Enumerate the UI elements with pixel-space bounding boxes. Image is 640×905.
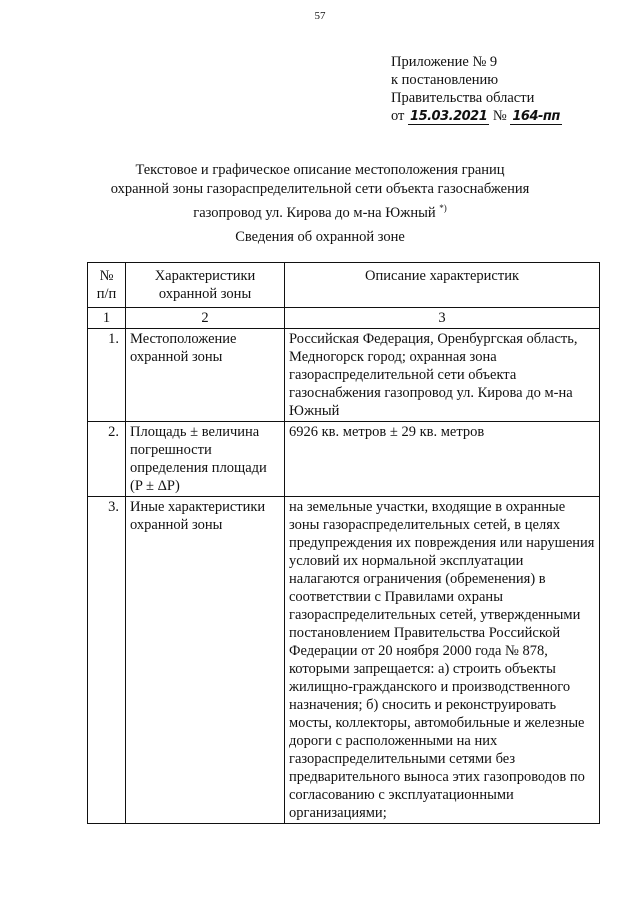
row-characteristic: Площадь ± величина погрешности определения площади (P ± ΔP)	[126, 422, 285, 497]
row-characteristic: Местоположение охранной зоны	[126, 329, 285, 422]
title-line-2: охранной зоны газораспределительной сети объекта газоснабжения	[110, 181, 530, 197]
appendix-line-2: к постановлению	[391, 72, 499, 88]
handwritten-number: 164-пп	[512, 109, 560, 124]
column-number-2: 2	[126, 308, 285, 329]
header-description: Описание характеристик	[285, 263, 600, 308]
column-number-row	[88, 308, 600, 329]
row-number: 2.	[88, 422, 126, 497]
header-characteristic: Характеристики охранной зоны	[126, 263, 285, 308]
footnote-mark: *)	[439, 203, 447, 213]
page-number: 57	[314, 10, 326, 22]
title-line-1: Текстовое и графическое описание местоположения границ	[135, 162, 505, 178]
appendix-block	[391, 53, 562, 125]
table-row	[88, 497, 600, 824]
document-title	[70, 161, 570, 223]
header-number: № п/п	[88, 263, 126, 308]
table-row	[88, 422, 600, 497]
row-description: 6926 кв. метров ± 29 кв. метров	[285, 422, 600, 497]
table-header-row	[88, 263, 600, 308]
row-characteristic: Иные характеристики охранной зоны	[126, 497, 285, 824]
appendix-line-1: Приложение № 9	[391, 54, 498, 70]
row-number: 3.	[88, 497, 126, 824]
row-description: на земельные участки, входящие в охранные зоны газораспределительных сетей, в целях предупреждения их повреждения или нарушения условий их нормальной эксплуатации налагаются ограничения (обременения) в соответствии с Правилами охраны газораспределительных сетей, утвержденными постановлением Правительства Российской Федерации от 20 ноября 2000 года № 878, которыми запрещается: а) строить объекты жилищно-гражданского и производственного назначения; б) сносить и реконструировать мосты, коллекторы, автомобильные и железные дороги с расположенными на них газораспределительными сетями без предварительного выноса этих газопроводов по согласованию с эксплуатационными организациями;	[285, 497, 600, 824]
row-number: 1.	[88, 329, 126, 422]
column-number-3: 3	[285, 308, 600, 329]
protection-zone-table	[87, 262, 600, 824]
row-description: Российская Федерация, Оренбургская область, Медногорск город; охранная зона газораспределительной сети объекта газоснабжения газопровод ул. Кирова до м-на Южный	[285, 329, 600, 422]
column-number-1: 1	[88, 308, 126, 329]
appendix-date-line	[391, 107, 562, 125]
number-label: №	[492, 108, 507, 124]
title-line-3: газопровод ул. Кирова до м-на Южный *)	[193, 203, 447, 221]
handwritten-date: 15.03.2021	[410, 109, 488, 124]
from-label: от	[391, 108, 405, 124]
appendix-line-3: Правительства области	[391, 90, 535, 106]
section-subtitle: Сведения об охранной зоне	[235, 229, 405, 245]
table-row	[88, 329, 600, 422]
